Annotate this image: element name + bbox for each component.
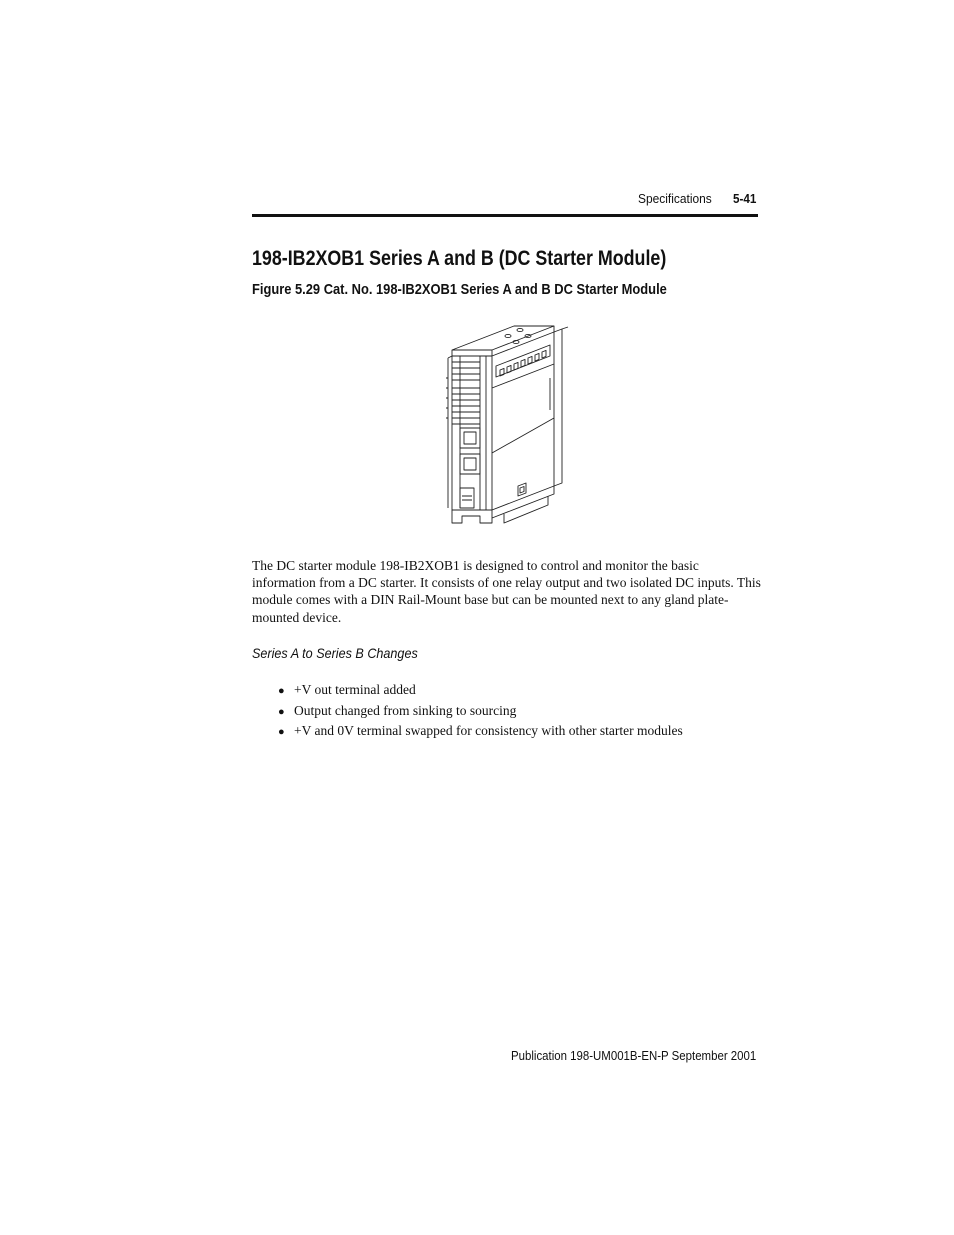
series-changes-list — [278, 681, 683, 743]
publication-footer: Publication 198-UM001B-EN-P September 2001 — [511, 1048, 757, 1063]
bullet-icon: ● — [278, 726, 285, 738]
list-item-text: Output changed from sinking to sourcing — [294, 702, 517, 718]
figure-caption: Figure 5.29 Cat. No. 198-IB2XOB1 Series A and B DC Starter Module — [252, 281, 667, 298]
bullet-icon: ● — [278, 705, 285, 718]
running-header-section: Specifications — [638, 191, 712, 206]
bullet-icon: ● — [278, 685, 285, 697]
page-number: 5-41 — [733, 191, 757, 206]
series-changes-heading: Series A to Series B Changes — [252, 645, 418, 661]
list-item — [278, 702, 683, 723]
list-item-text: +V out terminal added — [294, 682, 416, 697]
module-description: The DC starter module 198-IB2XOB1 is designed to control and monitor the basic information from a DC starter. It consists of one relay output and two isolated DC inputs. This module comes with a DIN Rail-Mount base but can be mounted next to any gland plate-mounted device. — [252, 558, 761, 625]
section-title: 198-IB2XOB1 Series A and B (DC Starter Module) — [252, 247, 667, 270]
list-item — [278, 681, 683, 702]
list-item-text: +V and 0V terminal swapped for consistency with other starter modules — [294, 723, 683, 738]
dc-starter-module-illustration — [440, 318, 570, 533]
header-rule — [252, 214, 758, 217]
list-item — [278, 722, 683, 743]
